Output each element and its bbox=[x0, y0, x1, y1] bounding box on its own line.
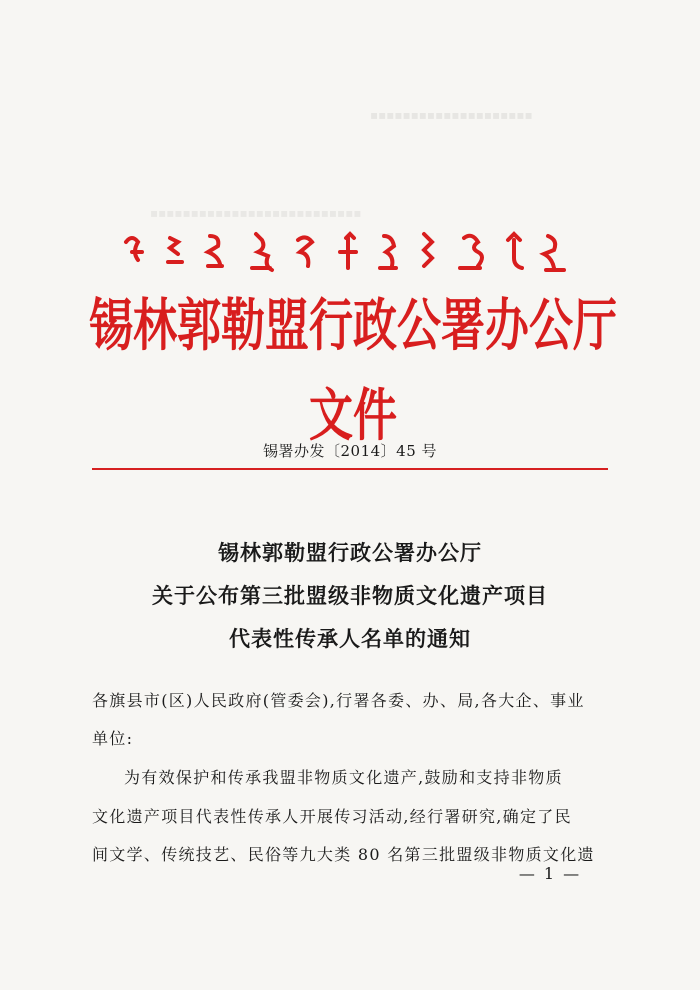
body-paragraph-line-1: 为有效保护和传承我盟非物质文化遗产,鼓励和支持非物质 bbox=[124, 768, 563, 787]
issuer-masthead: 锡林郭勒盟行政公署办公厅文件 bbox=[89, 293, 617, 449]
page-number: — 1 — bbox=[518, 864, 582, 883]
addressee-line-1: 各旗县市(区)人民政府(管委会),行署各委、办、局,各大企、事业 bbox=[92, 691, 585, 710]
addressee-line-2: 单位: bbox=[92, 729, 134, 748]
bleed-through-text: ▪▪▪▪▪▪▪▪▪▪▪▪▪▪▪▪▪▪▪▪▪▪▪▪▪▪ bbox=[150, 206, 362, 220]
notice-title-line-3: 代表性传承人名单的通知 bbox=[229, 627, 471, 651]
mongolian-script-glyphs bbox=[118, 228, 588, 274]
body-paragraph-line-3: 间文学、传统技艺、民俗等九大类 80 名第三批盟级非物质文化遗 bbox=[92, 845, 595, 864]
red-divider-rule bbox=[92, 468, 608, 470]
notice-title-line-1: 锡林郭勒盟行政公署办公厅 bbox=[218, 541, 482, 565]
bleed-through-text: ▪▪▪▪▪▪▪▪▪▪▪▪▪▪▪▪▪▪▪▪ bbox=[370, 108, 533, 122]
document-number: 锡署办发〔2014〕45 号 bbox=[262, 442, 438, 460]
notice-title-line-2: 关于公布第三批盟级非物质文化遗产项目 bbox=[152, 584, 548, 608]
body-paragraph-line-2: 文化遗产项目代表性传承人开展传习活动,经行署研究,确定了民 bbox=[92, 807, 572, 826]
mongolian-script-masthead bbox=[118, 228, 588, 274]
